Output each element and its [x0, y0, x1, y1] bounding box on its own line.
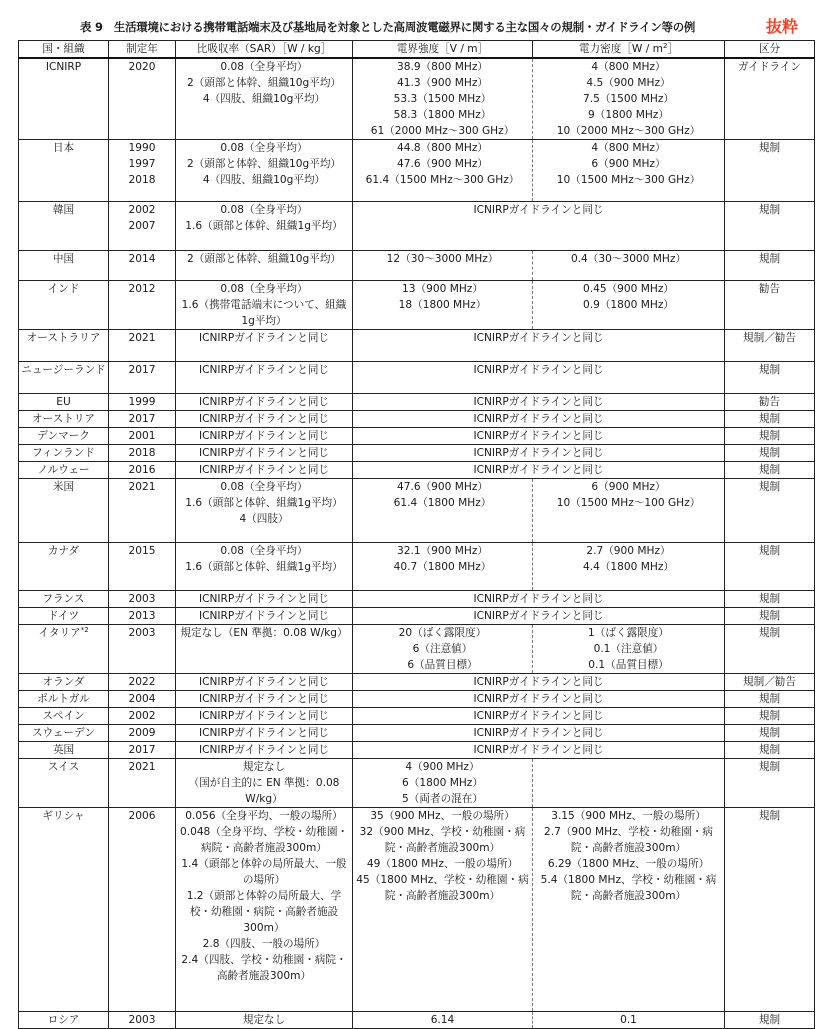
merged-field-cell: ICNIRPガイドラインと同じ — [353, 591, 725, 608]
year-cell: 2012 — [109, 281, 176, 330]
sar-line: ICNIRPガイドラインと同じ — [198, 430, 330, 442]
title-row — [0, 14, 832, 38]
year-cell: 2009 — [109, 725, 176, 742]
efield-line: 41.3（900 MHz） — [396, 77, 489, 89]
efield-line: 5（両者の混在） — [402, 793, 483, 805]
category-cell: 規制 — [725, 445, 815, 462]
year-cell: 2006 — [109, 808, 176, 1012]
sar-line: 2.4（四肢、学校・幼稚園・病院・高齢者施設300m） — [181, 954, 347, 982]
efield-line: 53.3（1500 MHz） — [393, 93, 492, 105]
year-cell: 2017 — [109, 742, 176, 759]
country-name: オーストリア — [31, 413, 96, 425]
header-power-density-sup: 2 — [663, 42, 668, 50]
efield-line: 13（900 MHz） — [402, 283, 483, 295]
table-row — [19, 428, 815, 445]
efield-line: 58.3（1800 MHz） — [393, 109, 492, 121]
efield-cell — [353, 281, 533, 330]
sar-cell — [176, 674, 353, 691]
country-cell — [19, 445, 109, 462]
sar-cell — [176, 691, 353, 708]
country-name: イタリア — [38, 627, 81, 639]
sar-line: 1.6（頭部と体幹、組織1g平均） — [185, 220, 343, 232]
merged-field-cell: ICNIRPガイドラインと同じ — [353, 691, 725, 708]
year-cell: 1999 — [109, 394, 176, 411]
country-name: スペイン — [42, 710, 85, 722]
category-cell: 規制 — [725, 428, 815, 445]
table-title: 表 9 生活環境における携帯電話端末及び基地局を対象とした高周波電磁界に関する主な国々の規制・ガイドライン等の例 — [80, 20, 696, 34]
pdens-line: 0.45（900 MHz） — [582, 283, 675, 295]
country-name: デンマーク — [37, 430, 90, 442]
country-name: ポルトガル — [37, 693, 90, 705]
sar-line: 2（頭部と体幹、組織10g平均） — [186, 77, 342, 89]
power-density-cell — [533, 281, 725, 330]
sar-cell — [176, 445, 353, 462]
year-cell: 2020 — [109, 58, 176, 140]
sar-line: ICNIRPガイドラインと同じ — [198, 332, 330, 344]
table-row — [19, 140, 815, 202]
sar-cell — [176, 608, 353, 625]
table-row — [19, 445, 815, 462]
sar-line: 2（頭部と体幹、組織10g平均） — [186, 158, 342, 170]
efield-line: 40.7（1800 MHz） — [393, 561, 492, 573]
country-name: スウェーデン — [32, 727, 95, 739]
table-row — [19, 330, 815, 362]
country-cell — [19, 1012, 109, 1029]
table-row — [19, 742, 815, 759]
table-row — [19, 281, 815, 330]
country-name: 韓国 — [52, 204, 75, 216]
table-row — [19, 708, 815, 725]
sar-line: ICNIRPガイドラインと同じ — [198, 593, 330, 605]
year-cell: 2021 — [109, 479, 176, 543]
sar-line: ICNIRPガイドラインと同じ — [198, 710, 330, 722]
pdens-line: 0.9（1800 MHz） — [582, 299, 675, 311]
pdens-line: 0.1 — [620, 1014, 637, 1026]
header-country: 国・組織 — [19, 41, 109, 59]
pdens-line: 0.4（30～3000 MHz） — [570, 253, 687, 265]
sar-cell — [176, 330, 353, 362]
power-density-cell — [533, 58, 725, 140]
efield-line: 49（1800 MHz、一般の場所） — [366, 858, 519, 870]
efield-cell — [353, 759, 533, 808]
efield-line: 18（1800 MHz） — [398, 299, 487, 311]
merged-field-cell: ICNIRPガイドラインと同じ — [353, 608, 725, 625]
sar-cell — [176, 251, 353, 281]
category-cell: 規制 — [725, 742, 815, 759]
category-cell: 規制／勧告 — [725, 674, 815, 691]
table-row — [19, 1012, 815, 1029]
pdens-line: 5.4（1800 MHz、学校・幼稚園・病院・高齢者施設300m） — [540, 874, 717, 902]
year-cell: 2021 — [109, 759, 176, 808]
efield-cell — [353, 543, 533, 591]
category-cell: 規制 — [725, 608, 815, 625]
sar-line: ICNIRPガイドラインと同じ — [198, 447, 330, 459]
category-cell: 規制 — [725, 543, 815, 591]
category-cell: 規制／勧告 — [725, 330, 815, 362]
efield-line: 4（900 MHz） — [405, 761, 480, 773]
sar-line: ICNIRPガイドラインと同じ — [198, 396, 330, 408]
pdens-line: 6.29（1800 MHz、一般の場所） — [547, 858, 710, 870]
pdens-line: 4（800 MHz） — [591, 61, 666, 73]
efield-line: 32（900 MHz、学校・幼稚園・病院・高齢者施設300m） — [359, 826, 526, 854]
merged-field-cell: ICNIRPガイドラインと同じ — [353, 708, 725, 725]
sar-line: 規定なし（EN 準拠：0.08 W/kg） — [180, 627, 348, 639]
table-row — [19, 411, 815, 428]
sar-line: 0.08（全身平均） — [220, 283, 308, 295]
pdens-line: 4.4（1800 MHz） — [582, 561, 675, 573]
sar-line: 1.6（携帯電話端末について、組織1g平均） — [181, 299, 347, 327]
efield-line: 6（注意値） — [412, 643, 473, 655]
merged-field-cell: ICNIRPガイドラインと同じ — [353, 674, 725, 691]
year-cell: 2022 — [109, 674, 176, 691]
category-cell: 規制 — [725, 725, 815, 742]
sar-line: ICNIRPガイドラインと同じ — [198, 693, 330, 705]
merged-field-cell: ICNIRPガイドラインと同じ — [353, 411, 725, 428]
sar-line: 2（頭部と体幹、組織10g平均） — [186, 253, 342, 265]
excerpt-stamp: 抜粋 — [766, 17, 799, 36]
year-cell: 2002 — [109, 708, 176, 725]
year-cell: 2017 — [109, 411, 176, 428]
country-name: 日本 — [52, 142, 75, 154]
category-cell: 勧告 — [725, 394, 815, 411]
sar-line: 0.08（全身平均） — [220, 545, 308, 557]
sar-line: ICNIRPガイドラインと同じ — [198, 610, 330, 622]
country-cell — [19, 742, 109, 759]
country-name: EU — [56, 396, 71, 408]
country-cell — [19, 428, 109, 445]
pdens-line: 0.1（注意値） — [593, 643, 664, 655]
pdens-line: 4.5（900 MHz） — [586, 77, 671, 89]
country-name: ドイツ — [47, 610, 80, 622]
sar-cell — [176, 411, 353, 428]
sar-line: 1.6（頭部と体幹、組織1g平均） — [185, 561, 343, 573]
sar-cell — [176, 394, 353, 411]
pdens-line: 9（1800 MHz） — [588, 109, 669, 121]
country-name: フランス — [42, 593, 85, 605]
table-row — [19, 759, 815, 808]
sar-line: （国が自主的に EN 準拠：0.08 W/kg） — [188, 777, 340, 805]
sar-cell — [176, 462, 353, 479]
efield-cell — [353, 251, 533, 281]
country-cell — [19, 708, 109, 725]
efield-cell — [353, 625, 533, 674]
country-cell — [19, 591, 109, 608]
power-density-cell — [533, 140, 725, 202]
country-cell — [19, 462, 109, 479]
pdens-line: 10（2000 MHz～300 GHz） — [556, 125, 701, 137]
sar-line: 0.048（全身平均、学校・幼稚園・病院・高齢者施設300m） — [179, 826, 349, 854]
merged-field-cell: ICNIRPガイドラインと同じ — [353, 362, 725, 394]
category-cell: ガイドライン — [725, 58, 815, 140]
table-row — [19, 691, 815, 708]
country-name: ノルウェー — [37, 464, 90, 476]
efield-line: 44.8（800 MHz） — [396, 142, 489, 154]
country-name: スイス — [47, 761, 80, 773]
year-cell: 2018 — [109, 445, 176, 462]
table-row — [19, 58, 815, 140]
category-cell: 規制 — [725, 202, 815, 251]
merged-field-cell: ICNIRPガイドラインと同じ — [353, 445, 725, 462]
header-sar: 比吸収率（SAR）［W / kg］ — [176, 41, 353, 59]
pdens-line: 7.5（1500 MHz） — [582, 93, 675, 105]
sar-cell — [176, 362, 353, 394]
header-power-density — [533, 41, 725, 59]
efield-line: 32.1（900 MHz） — [396, 545, 489, 557]
country-cell — [19, 608, 109, 625]
sar-line: 2.8（四肢、一般の場所） — [202, 938, 326, 950]
merged-field-cell: ICNIRPガイドラインと同じ — [353, 725, 725, 742]
country-cell — [19, 362, 109, 394]
pdens-line: 4（800 MHz） — [591, 142, 666, 154]
country-cell — [19, 725, 109, 742]
power-density-cell — [533, 479, 725, 543]
country-cell — [19, 394, 109, 411]
sar-line: 1.2（頭部と体幹の局所最大、学校・幼稚園・病院・高齢者施設300m） — [186, 890, 342, 934]
country-cell — [19, 759, 109, 808]
country-cell — [19, 330, 109, 362]
country-cell — [19, 251, 109, 281]
country-name: 英国 — [52, 744, 75, 756]
sar-cell — [176, 625, 353, 674]
sar-cell — [176, 58, 353, 140]
sar-cell — [176, 202, 353, 251]
table-body — [19, 58, 815, 1029]
power-density-cell — [533, 543, 725, 591]
efield-line: 35（900 MHz、一般の場所） — [370, 810, 515, 822]
merged-field-cell: ICNIRPガイドラインと同じ — [353, 742, 725, 759]
pdens-line: 6（900 MHz） — [591, 158, 666, 170]
category-cell: 規制 — [725, 708, 815, 725]
country-cell — [19, 808, 109, 1012]
efield-cell — [353, 58, 533, 140]
sar-cell — [176, 428, 353, 445]
table-row — [19, 808, 815, 1012]
efield-line: 6.14 — [430, 1014, 455, 1026]
sar-cell — [176, 742, 353, 759]
year-cell: 2013 — [109, 608, 176, 625]
efield-line: 6（品質目標） — [407, 659, 478, 671]
year-cell: 2004 — [109, 691, 176, 708]
sar-line: 4（四肢、組織10g平均） — [202, 174, 326, 186]
country-cell — [19, 691, 109, 708]
country-name: インド — [47, 283, 80, 295]
country-footnote: *2 — [80, 626, 89, 634]
category-cell: 規制 — [725, 591, 815, 608]
table-row — [19, 674, 815, 691]
efield-line: 45（1800 MHz、学校・幼稚園・病院・高齢者施設300m） — [356, 874, 529, 902]
sar-cell — [176, 281, 353, 330]
country-name: ロシア — [47, 1014, 80, 1026]
country-name: ICNIRP — [45, 61, 82, 73]
year-cell: 2001 — [109, 428, 176, 445]
year-cell: 2017 — [109, 362, 176, 394]
header-power-density-label: 電力密度［W / m — [578, 43, 663, 55]
table-row — [19, 362, 815, 394]
sar-line: 4（四肢） — [239, 513, 289, 525]
country-cell — [19, 140, 109, 202]
power-density-cell — [533, 759, 725, 808]
year-cell: 1990 1997 2018 — [109, 140, 176, 202]
sar-cell — [176, 1012, 353, 1029]
efield-cell — [353, 479, 533, 543]
country-cell — [19, 674, 109, 691]
pdens-line: 10（1500 MHz～100 GHz） — [556, 497, 701, 509]
power-density-cell — [533, 1012, 725, 1029]
pdens-line: 0.1（品質目標） — [588, 659, 669, 671]
country-name: フィンランド — [32, 447, 95, 459]
efield-line: 61.4（1800 MHz） — [393, 497, 492, 509]
sar-line: 0.08（全身平均） — [220, 204, 308, 216]
category-cell: 規制 — [725, 759, 815, 808]
table-row — [19, 394, 815, 411]
merged-field-cell: ICNIRPガイドラインと同じ — [353, 394, 725, 411]
header-power-density-close: ］ — [667, 43, 679, 55]
efield-line: 6（1800 MHz） — [402, 777, 483, 789]
year-cell: 2003 — [109, 1012, 176, 1029]
category-cell: 規制 — [725, 251, 815, 281]
country-name: ニュージーランド — [21, 364, 106, 376]
category-cell: 規制 — [725, 625, 815, 674]
efield-line: 12（30～3000 MHz） — [386, 253, 499, 265]
sar-line: ICNIRPガイドラインと同じ — [198, 676, 330, 688]
country-name: オランダ — [42, 676, 85, 688]
table-row — [19, 202, 815, 251]
sar-cell — [176, 543, 353, 591]
pdens-line: 3.15（900 MHz、一般の場所） — [551, 810, 706, 822]
header-year: 制定年 — [109, 41, 176, 59]
sar-line: 規定なし — [242, 761, 286, 773]
efield-line: 20（ばく露限度） — [398, 627, 487, 639]
year-cell: 2016 — [109, 462, 176, 479]
table-row — [19, 608, 815, 625]
year-cell: 2014 — [109, 251, 176, 281]
table-row — [19, 543, 815, 591]
table-row — [19, 479, 815, 543]
category-cell: 勧告 — [725, 281, 815, 330]
category-cell: 規制 — [725, 411, 815, 428]
merged-field-cell: ICNIRPガイドラインと同じ — [353, 462, 725, 479]
country-name: 米国 — [52, 481, 75, 493]
sar-line: 0.056（全身平均、一般の場所） — [185, 810, 343, 822]
sar-line: 4（四肢、組織10g平均） — [202, 93, 326, 105]
category-cell: 規制 — [725, 362, 815, 394]
sar-cell — [176, 140, 353, 202]
sar-cell — [176, 808, 353, 1012]
regulations-table — [18, 40, 815, 1029]
efield-cell — [353, 1012, 533, 1029]
efield-line: 38.9（800 MHz） — [396, 61, 489, 73]
pdens-line: 2.7（900 MHz、学校・幼稚園・病院・高齢者施設300m） — [543, 826, 714, 854]
header-category: 区分 — [725, 41, 815, 59]
year-cell: 2003 — [109, 625, 176, 674]
category-cell: 規制 — [725, 808, 815, 1012]
country-name: 中国 — [52, 253, 75, 265]
sar-line: 0.08（全身平均） — [220, 142, 308, 154]
pdens-line: 10（1500 MHz～300 GHz） — [556, 174, 701, 186]
country-name: ギリシャ — [42, 810, 85, 822]
pdens-line: 1（ばく露限度） — [588, 627, 669, 639]
power-density-cell — [533, 251, 725, 281]
sar-line: 0.08（全身平均） — [220, 481, 308, 493]
year-cell: 2002 2007 — [109, 202, 176, 251]
pdens-line: 2.7（900 MHz） — [586, 545, 671, 557]
sar-line: ICNIRPガイドラインと同じ — [198, 364, 330, 376]
power-density-cell — [533, 625, 725, 674]
sar-line: 0.08（全身平均） — [220, 61, 308, 73]
table-row — [19, 462, 815, 479]
country-cell — [19, 281, 109, 330]
efield-line: 47.6（900 MHz） — [396, 158, 489, 170]
table-row — [19, 251, 815, 281]
sar-cell — [176, 759, 353, 808]
country-cell — [19, 543, 109, 591]
sar-line: ICNIRPガイドラインと同じ — [198, 744, 330, 756]
merged-field-cell: ICNIRPガイドラインと同じ — [353, 330, 725, 362]
sar-cell — [176, 725, 353, 742]
sar-line: 規定なし — [242, 1014, 286, 1026]
country-cell — [19, 625, 109, 674]
year-cell: 2021 — [109, 330, 176, 362]
category-cell: 規制 — [725, 462, 815, 479]
sar-cell — [176, 479, 353, 543]
sar-line: ICNIRPガイドラインと同じ — [198, 413, 330, 425]
category-cell: 規制 — [725, 1012, 815, 1029]
sar-line: 1.6（頭部と体幹、組織1g平均） — [185, 497, 343, 509]
power-density-cell — [533, 808, 725, 1012]
category-cell: 規制 — [725, 691, 815, 708]
merged-field-cell: ICNIRPガイドラインと同じ — [353, 428, 725, 445]
category-cell: 規制 — [725, 140, 815, 202]
sar-line: ICNIRPガイドラインと同じ — [198, 464, 330, 476]
year-cell: 2003 — [109, 591, 176, 608]
table-row — [19, 725, 815, 742]
sar-line: 1.4（頭部と体幹の局所最大、一般の場所） — [181, 858, 347, 886]
efield-cell — [353, 140, 533, 202]
efield-line: 47.6（900 MHz） — [396, 481, 489, 493]
efield-line: 61.4（1500 MHz～300 GHz） — [365, 174, 520, 186]
pdens-line: 6（900 MHz） — [591, 481, 666, 493]
sar-cell — [176, 591, 353, 608]
header-row — [19, 41, 815, 59]
efield-cell — [353, 808, 533, 1012]
country-cell — [19, 202, 109, 251]
table-row — [19, 625, 815, 674]
category-cell: 規制 — [725, 479, 815, 543]
sar-line: ICNIRPガイドラインと同じ — [198, 727, 330, 739]
efield-line: 61（2000 MHz～300 GHz） — [370, 125, 515, 137]
country-cell — [19, 479, 109, 543]
country-cell — [19, 411, 109, 428]
country-name: オーストラリア — [26, 332, 101, 344]
merged-field-cell: ICNIRPガイドラインと同じ — [353, 202, 725, 251]
table-row — [19, 591, 815, 608]
sar-cell — [176, 708, 353, 725]
header-efield: 電界強度［V / m］ — [353, 41, 533, 59]
country-cell — [19, 58, 109, 140]
year-cell: 2015 — [109, 543, 176, 591]
country-name: カナダ — [47, 545, 80, 557]
